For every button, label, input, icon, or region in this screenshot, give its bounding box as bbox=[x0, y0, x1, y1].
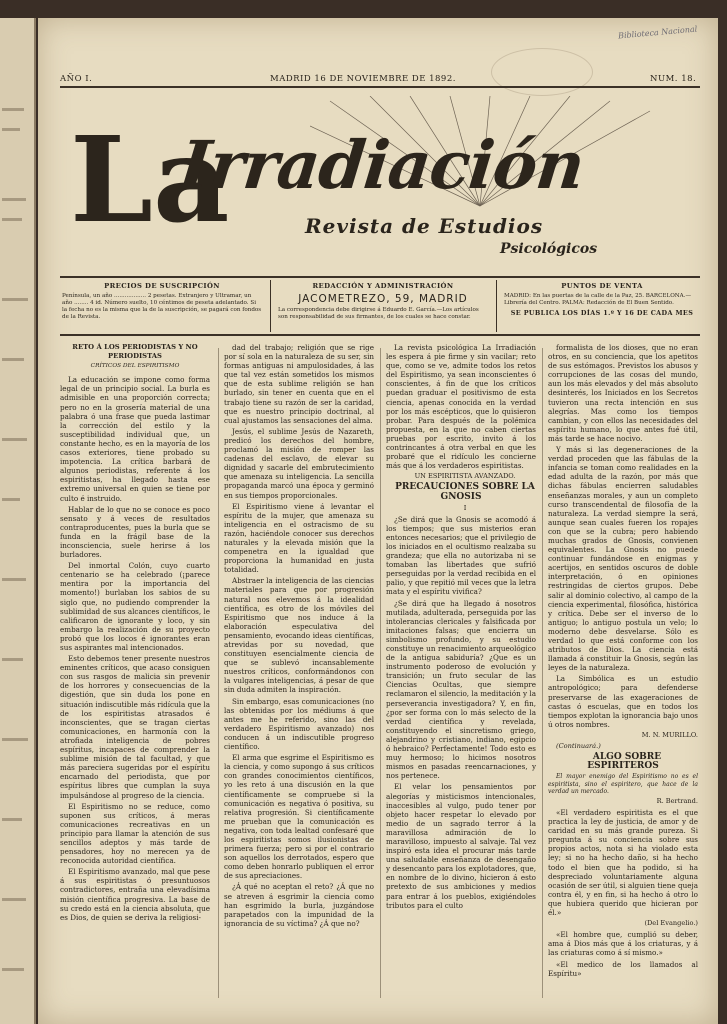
column-divider-3 bbox=[542, 348, 543, 998]
paragraph: Hablar de lo que no se conoce es poco sensato y á veces de resultados contraproducentes, pues la burla que se funda en la frágil base de la inconsciencia, suele herirse á los burladores. bbox=[60, 504, 210, 560]
info-bar bbox=[60, 278, 700, 334]
article-2-signature: M. N. MURILLO. bbox=[641, 730, 698, 739]
masthead-subtitle: Revista de Estudios bbox=[305, 214, 544, 238]
subscription-title: PRECIOS DE SUSCRIPCIÓN bbox=[104, 282, 220, 290]
column-1 bbox=[60, 343, 210, 924]
issue-year: AÑO I. bbox=[60, 74, 93, 84]
paragraph: «El medico de los llamados al Espíritu» bbox=[548, 959, 698, 978]
title-initial: La bbox=[70, 110, 230, 249]
issue-date: MADRID 16 DE NOVIEMBRE DE 1892. bbox=[270, 74, 456, 84]
paragraph: ¿Se dirá que la Gnosis se acomodó á los tiempos; que sus misterios eran entonces necesarios; que el privilegio de los iniciados en el ocultismo realzaba su grandeza; que ella no autorizaba ni se tomaban las libertades que sufrió perseguidas por la verdad recibida en el palio, y que repitió mil veces que la letra mata y el espíritu vivifica? bbox=[386, 514, 536, 597]
sales-box bbox=[504, 282, 700, 320]
sales-title: PUNTOS DE VENTA bbox=[561, 282, 643, 290]
library-stamp bbox=[491, 48, 593, 96]
paragraph: El Espiritismo no se reduce, como suponen sus críticos, á meras comunicaciones recreativas en un principio para llamar la atención de sus sencillos adeptos y más tarde de pensadores, hoy no merecen ya de reconocida autoridad científica. bbox=[60, 801, 210, 866]
paragraph: Jesús, el sublime Jesús de Nazareth, predicó los derechos del hombre, proclamó la misión de romper las cadenas del esclavo, de elevar su dignidad y sacarle del embrutecimiento que amenaza su inteligencia. La sencilla propaganda marcó una época y germinó en sus tiempos proporcionales. bbox=[224, 426, 374, 500]
newspaper-page bbox=[38, 18, 718, 1024]
paragraph: Esto debemos tener presente nuestros eminentes críticos, que acaso consiguen con sus rasgos de malicia sin prevenir de los horrores y consecuencias de la digestión, que sin duda los pone en situación indiscutible más ridícula que la de los espiritistas atrasados é inconscientes, que se tragan ciertas comunicaciones, en harmonía con la atrofiada inteligencia de pobres espíritus, incapaces de comprender la sublime misión de tal facultad, y que más pareciera sugeridas por el espíritu encarnado del periodista, que por espíritus libres que cumplan la suya impulsándose al progreso de la ciencia. bbox=[60, 654, 210, 800]
editorial-title: REDACCIÓN Y ADMINISTRACIÓN bbox=[312, 282, 454, 290]
paragraph: El velar los pensamientos por alegorías y misticismos intencionales, inaccesibles al vulgo, pudo tener por objeto hacer respetar lo elevado por medio de un sagrado terror á la maravillosa admiración de lo maravilloso, impuesto al salvaje. Tal vez inspiró esta idea el procurar más tarde una saludable enseñanza de desengaño y desencanto para los explotadores, que, en nombre de lo divino, hicieron á esto pretexto de sus ambiciones y medios para entrar á los pueblos, exigiéndoles tributos para el culto bbox=[386, 782, 536, 910]
info-divider-1 bbox=[270, 280, 271, 332]
masthead-subtitle-2: Psicológicos bbox=[500, 241, 598, 257]
article-1-signature: UN ESPIRITISTA AVANZADO. bbox=[414, 472, 516, 481]
column-divider-1 bbox=[218, 348, 219, 998]
info-rule-bottom bbox=[60, 334, 700, 336]
pencil-note: Biblioteca Nacional bbox=[617, 24, 698, 41]
section-numeral: I bbox=[463, 503, 467, 512]
paragraph: ¿Se dirá que ha llegado á nosotros mutilada, adulterada, perseguida por las intolerancias clericales y falsificada por imitaciones falsas; que encierra un simbolismo profundo, y su estudio constituye un renacimiento arqueológico de la antigua sabiduría? ¿Que es un instrumento poderoso de evolución y transición; un fruto secular de las Ciencias Ocultas, que siempre reclamaron el silencio, la meditación y la perseverancia investigadora? Y, en fin, ¿por ser forma con lo más selecto de la verdad científica y revelada, constituyendo el sincretismo griego, alejandrino y cristiano, indiano, egipcio ó hebraico? Perfectamente! Todo esto es muy hermoso; lo hicimos nosotros mismos en pasadas reencarnaciones, y nos pertenece. bbox=[386, 598, 536, 781]
paragraph: El arma que esgrime el Espiritismo es la ciencia, y como supongo á sus críticos con grandes conocimientos científicos, yo les reto á una discusión en la que científicamente se compruebe si la comunicación es negativa ó positiva, su relativa progresión. Si científicamente me prueban que la comunicación es negativa, con toda lealtad confesaré que los espiritistas somos ilusionistas de primera fuerza; pero si por el contrario son aquellos los derrotados, espero que como deben honrarlo publiquen el error de sus apreciaciones. bbox=[224, 753, 374, 881]
paragraph: La Simbólica es un estudio antropológico; para defenderse preservarse de las exageraciones de castas ó escuelas, que en todos los tiempos explotan la ignorancia bajo unos ú otros nombres. bbox=[548, 674, 698, 729]
epigraph: El mayor enemigo del Espiritismo no es el espiritista, sino el espiritero, que hace de la verdad un mercado. bbox=[548, 773, 698, 795]
paragraph: La revista psicológica La Irradiación les espera á pie firme y sin vacilar; reto que, como se ve, admite todos los retos del Espiritismo, ya sean inconscientes ó conscientes, á fin de que los críticos puedan graduar el positivismo de esta ciencia, apenas conocida en la verdad por los más escépticos, que lo quisieron probar. Para después de la polémica propuesta, en la que no caben ciertas pruebas por escrito, invito á los contrincantes á otra verbal en que les probaré que el ridículo les concierne más que á los verdaderos espiritistas. bbox=[386, 343, 536, 471]
paragraph: El Espiritismo viene á levantar el espíritu de la mujer, que amenaza su inteligencia en el ostracismo de su razón, haciéndole conocer sus derechos naturales y la elevada misión que la compenetra en la igualdad que proporciona la humanidad en justa totalidad. bbox=[224, 501, 374, 575]
masthead bbox=[60, 96, 700, 286]
continues-note: (Continuará.) bbox=[556, 742, 601, 751]
column-divider-2 bbox=[380, 348, 381, 998]
article-1-heading: RETO Á LOS PERIODISTAS Y NO PERIODISTAS bbox=[72, 343, 198, 361]
editorial-text: La correspondencia debe dirigirse á Eduardo E. García.—Los artículos son responsabilidad de sus firmantes, de los cuales se hace constar. bbox=[278, 307, 479, 320]
paragraph: ¿Á qué no aceptan el reto? ¿Á que no se atreven á esgrimir la ciencia como han esgrimido la burla, juzgándose parapetados con la impunidad de la ignorancia de su víctima? ¿Á que no? bbox=[224, 882, 374, 928]
paragraph: formalista de los dioses, que no eran otros, en su conciencia, que los apetitos de sus estómagos. Previstos los abusos y corrupciones de las cosas del mundo, aun los más elevados y del más absoluto desinterés, los Iniciados en los Secretos tuvieron una recta intención en sus alegrías. Mas como los tiempos cambian, y con ellos las necesidades del espíritu humano, lo que antes fué útil, más tarde se hace nocivo. bbox=[548, 343, 698, 443]
paragraph: Abstraer la inteligencia de las ciencias materiales para que por progresión natural nos elevemos á la idealidad científica, es otro de los móviles del Espiritismo que nos induce á la elaboración especulativa del pensamiento, evocando ideas científicas, atrevidas por su novedad, que constituyen esencialmente ciencia de que se sublevó incansablemente nuestros críticos, conformándonos con la vulgares inteligencias, á pesar de que sin duda admiten la inspiración. bbox=[224, 576, 374, 695]
paragraph: «El verdadero espiritista es el que practica la ley de justicia, de amor y de caridad en su más grande pureza. Si pregunta á su conciencia sobre sus propios actos, nota si ha violado esta ley; si no ha hecho daño, si ha hecho todo el bien que ha podido, si ha despreciado voluntariamente alguna ocasión de ser útil, si alguien tiene queja contra él, y en fin, si ha hecho á otro lo que hubiera querido que hicieran por él.» bbox=[548, 808, 698, 918]
info-divider-2 bbox=[496, 280, 497, 332]
masthead-title: Irradiación bbox=[175, 126, 588, 204]
article-2-title: PRECAUCIONES SOBRE LA GNOSIS bbox=[395, 482, 535, 502]
paragraph: dad del trabajo; religión que se rige por sí sola en la naturaleza de su ser, sin formas antiguas ni ampulosidades, á las que tal vez están sometidos los mismos que de esta sublime religión se han burlado, sin tener en cuenta que en el trabajo tiene su razón de ser la caridad, que es nuestro principio doctrinal, al cual ajustamos las sensaciones del alma. bbox=[224, 343, 374, 425]
article-3-title: ALGO SOBRE ESPIRITEROS bbox=[587, 752, 662, 772]
publication-schedule: SE PUBLICA LOS DÍAS 1.º Y 16 DE CADA MES bbox=[510, 309, 694, 317]
paragraph: La educación se impone como forma legal de un principio social. La burla es admisible en una proporción correcta; pero no en la grosería material de una palabra ó una frase que pueda lastimar la corrección del estilo y la susceptibilidad individual que, un constante hecho, es en la mayoría de los casos exteriores, tiene probado su impotencia. La crítica barbará de algunos periodistas, referente á los espiritistas, ha llegado hasta ese extremo universal en quien se tiene por culto é instruido. bbox=[60, 375, 210, 503]
column-2 bbox=[224, 343, 374, 930]
header-rule bbox=[60, 86, 700, 88]
paragraph: Sin embargo, esas comunicaciones (no las obtenidas por los médiums á que antes me he referido, sino las del verdadero Espiritismo avanzado) nos conducen á un indiscutible progreso científico. bbox=[224, 696, 374, 752]
column-4 bbox=[548, 343, 698, 980]
paragraph: El Espiritismo avanzado, mal que pese á sus espiritistas ó presuntuosos contradictores, entraña una elevadísima misión científica progresiva. La base de su credo está en la ciencia absoluta, que es Dios, de quien se deriva la religiosi- bbox=[60, 867, 210, 922]
column-3 bbox=[386, 343, 536, 912]
article-1-subheading: CRÍTICOS DEL ESPIRITISMO bbox=[90, 363, 180, 370]
editorial-address: JACOMETREZO, 59, MADRID bbox=[298, 293, 468, 305]
epigraph-author: R. Bertrand. bbox=[656, 796, 698, 805]
paragraph: Del inmortal Colón, cuyo cuarto centenario se ha celebrado (¡parece mentira por la importancia del momento!) burlaban los sabios de su siglo que, no pudiendo comprender la sublimidad de sus alcances científicos, le calificaron de ignorante y loco, y sin embargo la realización de su proyecto probó que los locos é ignorantes eran sus aspirantes mal intencionados. bbox=[60, 561, 210, 652]
issue-number: NUM. 18. bbox=[650, 74, 697, 84]
subscription-text: Península, un año .................. 2 pesetas. Extranjero y Ultramar, un año ........ 4 id. Número suelto, 10 céntimos de peseta adelantado. Si la fecha no es la misma que la de la suscripción, se pagará con fondos de la Revista. bbox=[62, 293, 262, 320]
paragraph: Y más si las degeneraciones de la verdad proceden que las fábulas de la infancia se toman como realidades en la edad adulta de la razón, por más que dichas fábulas encierren saludables enseñanzas morales, y aun un completo curso transcendental de filosofía de la naturaleza. La verdad siempre la será, aunque sean cuales fueren los ropajes con que se la cubra; pero habiendo muchas grados de Gnosis, convienen equivalentes. La Gnosis no puede continuar fundándose en enigmas y acertijos, en sentidos oscuros de doble interpretación, ó en opiniones restringidas de ciertos grupos. Debe salir al dominio colectivo, al campo de la ciencia experimental, filosófica, histórica y crítica. Debe ser el inverso de lo antiguo; lo antiguo postula un velo; lo moderno debe desvelarse. Sólo es verdad lo que está conforme con los atributos de Dios. La ciencia está llamada á constituir la Gnosis, según las leyes de la naturaleza. bbox=[548, 445, 698, 673]
adjacent-page-edge bbox=[0, 18, 36, 1024]
sales-text: MADRID: En las puertas de la calle de la Paz, 25. BARCELONA.—Librería del Centro. PALMA: Redacción de El Buen Sentido. bbox=[504, 293, 692, 306]
paragraph: «El hombre que, cumplió su deber, ama á Dios más que á los criaturas, y á las criaturas como á sí mismo.» bbox=[548, 930, 698, 958]
quote-source: (Del Evangelio.) bbox=[644, 919, 698, 928]
subscription-box bbox=[62, 282, 262, 321]
editorial-box bbox=[278, 282, 488, 321]
